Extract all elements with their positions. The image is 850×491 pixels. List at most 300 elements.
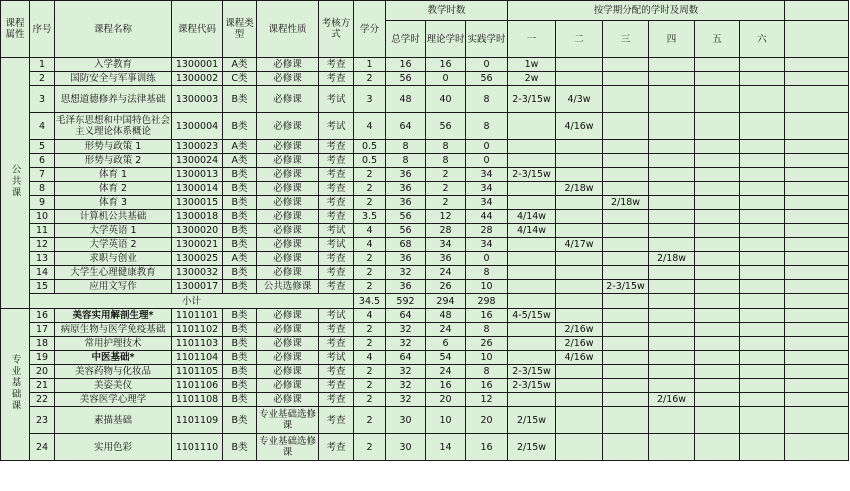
practice-hours-cell: 28 [466, 224, 508, 238]
semester-cell [740, 294, 785, 309]
course-nature-cell: 专业基础选修课 [257, 434, 319, 461]
course-name-cell: 美姿美仪 [55, 379, 172, 393]
header-practice: 实践学时 [466, 21, 508, 58]
semester-cell [740, 154, 785, 168]
subtotal-row [1, 294, 849, 309]
semester-cell: 2-3/15w [508, 379, 556, 393]
seq-cell: 23 [30, 407, 55, 434]
semester-cell [649, 196, 695, 210]
credit-cell: 4 [354, 113, 386, 140]
course-nature-cell: 必修课 [257, 140, 319, 154]
theory-hours-cell: 26 [426, 280, 466, 294]
semester-cell [649, 266, 695, 280]
semester-cell [603, 294, 649, 309]
spare-cell [785, 182, 849, 196]
seq-cell: 3 [30, 86, 55, 113]
semester-cell [740, 210, 785, 224]
course-name-cell: 体育 1 [55, 168, 172, 182]
course-name-cell: 求职与创业 [55, 252, 172, 266]
seq-cell: 16 [30, 309, 55, 323]
semester-cell [740, 168, 785, 182]
practice-hours-cell: 34 [466, 196, 508, 210]
credit-cell: 3.5 [354, 210, 386, 224]
semester-cell [556, 252, 603, 266]
seq-cell: 8 [30, 182, 55, 196]
total-hours-cell: 30 [386, 407, 426, 434]
course-nature-cell: 必修课 [257, 224, 319, 238]
practice-hours-cell: 34 [466, 168, 508, 182]
semester-cell: 2-3/15w [508, 365, 556, 379]
spare-cell [785, 238, 849, 252]
semester-cell [649, 337, 695, 351]
credit-cell: 4 [354, 309, 386, 323]
semester-cell [603, 86, 649, 113]
seq-cell: 6 [30, 154, 55, 168]
semester-cell [695, 280, 740, 294]
total-hours-cell: 64 [386, 309, 426, 323]
semester-cell [603, 379, 649, 393]
spare-cell [785, 252, 849, 266]
course-name-cell: 大学生心理健康教育 [55, 266, 172, 280]
semester-cell [695, 393, 740, 407]
semester-cell [556, 58, 603, 72]
course-type-cell: A类 [223, 154, 257, 168]
course-nature-cell: 必修课 [257, 58, 319, 72]
total-hours-cell: 32 [386, 365, 426, 379]
table-row [1, 154, 849, 168]
course-nature-cell: 必修课 [257, 379, 319, 393]
semester-cell [556, 407, 603, 434]
exam-cell: 考查 [319, 379, 354, 393]
semester-cell [740, 365, 785, 379]
spare-cell [785, 210, 849, 224]
semester-cell [603, 407, 649, 434]
semester-cell [556, 168, 603, 182]
semester-cell [740, 280, 785, 294]
header-nature: 课程性质 [257, 1, 319, 58]
course-name-cell: 入学教育 [55, 58, 172, 72]
semester-cell: 4/14w [508, 210, 556, 224]
semester-cell [508, 238, 556, 252]
table-row [1, 196, 849, 210]
semester-cell [603, 323, 649, 337]
total-hours-cell: 56 [386, 224, 426, 238]
credit-cell: 2 [354, 266, 386, 280]
semester-cell [556, 196, 603, 210]
semester-cell [695, 58, 740, 72]
course-type-cell: B类 [223, 393, 257, 407]
total-hours-cell: 36 [386, 168, 426, 182]
exam-cell: 考查 [319, 434, 354, 461]
semester-cell [603, 393, 649, 407]
semester-cell: 2w [508, 72, 556, 86]
header-sem-3: 三 [603, 21, 649, 58]
credit-cell: 2 [354, 323, 386, 337]
course-code-cell: 1300018 [172, 210, 223, 224]
semester-cell [740, 196, 785, 210]
semester-cell: 2/16w [649, 393, 695, 407]
table-row [1, 113, 849, 140]
course-code-cell: 1300021 [172, 238, 223, 252]
semester-cell [508, 393, 556, 407]
credit-cell: 2 [354, 434, 386, 461]
course-type-cell: B类 [223, 309, 257, 323]
theory-hours-cell: 36 [426, 252, 466, 266]
header-attr: 课程属性 [1, 1, 30, 58]
theory-hours-cell: 2 [426, 196, 466, 210]
spare-cell [785, 323, 849, 337]
table-body [1, 58, 849, 461]
practice-hours-cell: 26 [466, 337, 508, 351]
credit-cell: 2 [354, 393, 386, 407]
semester-cell [740, 407, 785, 434]
exam-cell: 考查 [319, 210, 354, 224]
seq-cell: 12 [30, 238, 55, 252]
exam-cell: 考查 [319, 196, 354, 210]
course-code-cell: 1300015 [172, 196, 223, 210]
semester-cell [649, 72, 695, 86]
table-row [1, 86, 849, 113]
course-type-cell: B类 [223, 168, 257, 182]
course-name-cell: 计算机公共基础 [55, 210, 172, 224]
semester-cell [603, 224, 649, 238]
course-type-cell: B类 [223, 238, 257, 252]
course-type-cell: B类 [223, 407, 257, 434]
theory-hours-cell: 2 [426, 182, 466, 196]
header-code: 课程代码 [172, 1, 223, 58]
practice-hours-cell: 16 [466, 379, 508, 393]
exam-cell: 考查 [319, 393, 354, 407]
semester-cell [649, 309, 695, 323]
semester-cell [740, 393, 785, 407]
practice-hours-cell: 8 [466, 365, 508, 379]
header-spare [785, 1, 849, 21]
semester-cell [603, 337, 649, 351]
semester-cell: 2-3/15w [508, 86, 556, 113]
semester-cell [556, 309, 603, 323]
semester-cell [695, 252, 740, 266]
spare-cell [785, 196, 849, 210]
semester-cell [695, 72, 740, 86]
group-label-public [1, 58, 30, 309]
credit-cell: 2 [354, 182, 386, 196]
exam-cell: 考查 [319, 182, 354, 196]
course-name-cell: 应用文写作 [55, 280, 172, 294]
semester-cell [695, 379, 740, 393]
semester-cell [603, 266, 649, 280]
course-type-cell: C类 [223, 72, 257, 86]
course-type-cell: B类 [223, 224, 257, 238]
course-nature-cell: 必修课 [257, 72, 319, 86]
course-nature-cell: 必修课 [257, 238, 319, 252]
table-row [1, 365, 849, 379]
spare-cell [785, 140, 849, 154]
course-code-cell: 1300013 [172, 168, 223, 182]
semester-cell: 4/17w [556, 238, 603, 252]
semester-cell [508, 140, 556, 154]
table-row [1, 337, 849, 351]
spare-cell [785, 266, 849, 280]
course-nature-cell: 必修课 [257, 266, 319, 280]
semester-cell [603, 365, 649, 379]
semester-cell [649, 58, 695, 72]
course-code-cell: 1300024 [172, 154, 223, 168]
seq-cell: 17 [30, 323, 55, 337]
practice-hours-cell: 8 [466, 113, 508, 140]
semester-cell [556, 365, 603, 379]
seq-cell: 21 [30, 379, 55, 393]
course-code-cell: 1300014 [172, 182, 223, 196]
header-exam: 考核方式 [319, 1, 354, 58]
semester-cell [603, 154, 649, 168]
semester-cell: 2-3/15w [508, 168, 556, 182]
practice-hours-cell: 8 [466, 86, 508, 113]
table-row [1, 210, 849, 224]
course-code-cell: 1300023 [172, 140, 223, 154]
exam-cell: 考查 [319, 58, 354, 72]
semester-cell [508, 252, 556, 266]
exam-cell: 考试 [319, 86, 354, 113]
course-code-cell: 1101109 [172, 407, 223, 434]
total-hours-cell: 36 [386, 182, 426, 196]
group-label-major [1, 309, 30, 461]
course-type-cell: A类 [223, 252, 257, 266]
exam-cell: 考查 [319, 252, 354, 266]
semester-cell [603, 434, 649, 461]
exam-cell: 考查 [319, 365, 354, 379]
semester-cell [695, 365, 740, 379]
total-hours-cell: 56 [386, 210, 426, 224]
course-code-cell: 1101101 [172, 309, 223, 323]
semester-cell [649, 86, 695, 113]
theory-hours-cell: 14 [426, 434, 466, 461]
course-name-cell: 大学英语 2 [55, 238, 172, 252]
header-sem-4: 四 [649, 21, 695, 58]
seq-cell: 15 [30, 280, 55, 294]
course-nature-cell: 必修课 [257, 182, 319, 196]
spare-cell [785, 351, 849, 365]
total-hours-cell: 64 [386, 351, 426, 365]
header-sem-6: 六 [740, 21, 785, 58]
practice-hours-cell: 8 [466, 323, 508, 337]
course-nature-cell: 必修课 [257, 323, 319, 337]
seq-cell: 9 [30, 196, 55, 210]
header-name: 课程名称 [55, 1, 172, 58]
course-type-cell: A类 [223, 140, 257, 154]
subtotal-label: 小计 [30, 294, 354, 309]
semester-cell [695, 224, 740, 238]
course-name-cell: 常用护理技术 [55, 337, 172, 351]
exam-cell: 考试 [319, 351, 354, 365]
table-row [1, 224, 849, 238]
course-nature-cell: 必修课 [257, 154, 319, 168]
semester-cell [649, 140, 695, 154]
semester-cell [508, 337, 556, 351]
course-code-cell: 1300017 [172, 280, 223, 294]
semester-cell [649, 294, 695, 309]
course-code-cell: 1300004 [172, 113, 223, 140]
semester-cell: 4-5/15w [508, 309, 556, 323]
semester-cell [740, 351, 785, 365]
course-type-cell: B类 [223, 210, 257, 224]
practice-hours-cell: 0 [466, 252, 508, 266]
table-row [1, 182, 849, 196]
spare-cell [785, 337, 849, 351]
practice-hours-cell: 16 [466, 309, 508, 323]
semester-cell [508, 196, 556, 210]
credit-cell: 4 [354, 238, 386, 252]
course-name-cell: 实用色彩 [55, 434, 172, 461]
semester-cell [740, 309, 785, 323]
semester-cell [649, 113, 695, 140]
header-hours-group: 教学时数 [386, 1, 508, 21]
practice-hours-cell: 0 [466, 58, 508, 72]
total-hours-cell: 8 [386, 140, 426, 154]
semester-cell [695, 113, 740, 140]
course-type-cell: B类 [223, 182, 257, 196]
theory-hours-cell: 24 [426, 266, 466, 280]
table-row [1, 266, 849, 280]
seq-cell: 19 [30, 351, 55, 365]
semester-cell: 1w [508, 58, 556, 72]
semester-cell [508, 280, 556, 294]
spare-cell [785, 280, 849, 294]
semester-cell [603, 113, 649, 140]
course-type-cell: B类 [223, 351, 257, 365]
theory-hours-cell: 0 [426, 72, 466, 86]
theory-hours-cell: 24 [426, 323, 466, 337]
semester-cell [740, 434, 785, 461]
table-row [1, 280, 849, 294]
semester-cell [556, 294, 603, 309]
semester-cell [603, 182, 649, 196]
course-name-cell: 美容医学心理学 [55, 393, 172, 407]
semester-cell [508, 266, 556, 280]
course-type-cell: B类 [223, 113, 257, 140]
course-name-cell: 中医基础* [55, 351, 172, 365]
header-sem-5: 五 [695, 21, 740, 58]
course-code-cell: 1300001 [172, 58, 223, 72]
header-theory: 理论学时 [426, 21, 466, 58]
table-row [1, 393, 849, 407]
credit-cell: 2 [354, 365, 386, 379]
course-code-cell: 1101102 [172, 323, 223, 337]
exam-cell: 考查 [319, 72, 354, 86]
semester-cell [740, 140, 785, 154]
total-hours-cell: 8 [386, 154, 426, 168]
header-semester-group: 按学期分配的学时及周数 [508, 1, 785, 21]
semester-cell [695, 196, 740, 210]
spare-cell [785, 379, 849, 393]
total-hours-cell: 32 [386, 379, 426, 393]
course-type-cell: B类 [223, 379, 257, 393]
subtotal-total: 592 [386, 294, 426, 309]
table-row [1, 238, 849, 252]
semester-cell [649, 323, 695, 337]
course-nature-cell: 公共选修课 [257, 280, 319, 294]
total-hours-cell: 16 [386, 58, 426, 72]
course-code-cell: 1101108 [172, 393, 223, 407]
total-hours-cell: 32 [386, 266, 426, 280]
spare-cell [785, 168, 849, 182]
course-type-cell: B类 [223, 365, 257, 379]
exam-cell: 考查 [319, 323, 354, 337]
theory-hours-cell: 16 [426, 58, 466, 72]
table-row [1, 323, 849, 337]
table-row [1, 434, 849, 461]
total-hours-cell: 36 [386, 280, 426, 294]
semester-cell [508, 182, 556, 196]
total-hours-cell: 48 [386, 86, 426, 113]
header-credit: 学分 [354, 1, 386, 58]
semester-cell [508, 323, 556, 337]
seq-cell: 18 [30, 337, 55, 351]
course-name-cell: 美容药物与化妆品 [55, 365, 172, 379]
header-spare-2 [785, 21, 849, 58]
spare-cell [785, 58, 849, 72]
semester-cell: 4/16w [556, 113, 603, 140]
seq-cell: 4 [30, 113, 55, 140]
semester-cell [603, 238, 649, 252]
header-total: 总学时 [386, 21, 426, 58]
practice-hours-cell: 12 [466, 393, 508, 407]
course-type-cell: B类 [223, 196, 257, 210]
credit-cell: 4 [354, 224, 386, 238]
course-nature-cell: 必修课 [257, 337, 319, 351]
table-row [1, 72, 849, 86]
table-row [1, 252, 849, 266]
credit-cell: 2 [354, 196, 386, 210]
semester-cell [508, 294, 556, 309]
table-row [1, 309, 849, 323]
credit-cell: 0.5 [354, 140, 386, 154]
course-nature-cell: 必修课 [257, 365, 319, 379]
exam-cell: 考查 [319, 280, 354, 294]
course-name-cell: 体育 3 [55, 196, 172, 210]
header-type: 课程类型 [223, 1, 257, 58]
course-type-cell: B类 [223, 280, 257, 294]
credit-cell: 2 [354, 72, 386, 86]
course-code-cell: 1101106 [172, 379, 223, 393]
theory-hours-cell: 20 [426, 393, 466, 407]
course-nature-cell: 必修课 [257, 210, 319, 224]
table-row [1, 58, 849, 72]
subtotal-theory: 294 [426, 294, 466, 309]
semester-cell [649, 224, 695, 238]
seq-cell: 2 [30, 72, 55, 86]
semester-cell [695, 294, 740, 309]
course-name-cell: 形势与政策 1 [55, 140, 172, 154]
seq-cell: 14 [30, 266, 55, 280]
credit-cell: 2 [354, 168, 386, 182]
semester-cell [556, 224, 603, 238]
credit-cell: 0.5 [354, 154, 386, 168]
credit-cell: 2 [354, 337, 386, 351]
seq-cell: 13 [30, 252, 55, 266]
semester-cell [556, 140, 603, 154]
theory-hours-cell: 8 [426, 140, 466, 154]
semester-cell [740, 238, 785, 252]
theory-hours-cell: 10 [426, 407, 466, 434]
semester-cell: 2/16w [556, 337, 603, 351]
spare-cell [785, 309, 849, 323]
semester-cell [556, 393, 603, 407]
course-code-cell: 1300003 [172, 86, 223, 113]
course-code-cell: 1300032 [172, 266, 223, 280]
spare-cell [785, 224, 849, 238]
semester-cell [603, 210, 649, 224]
total-hours-cell: 56 [386, 72, 426, 86]
